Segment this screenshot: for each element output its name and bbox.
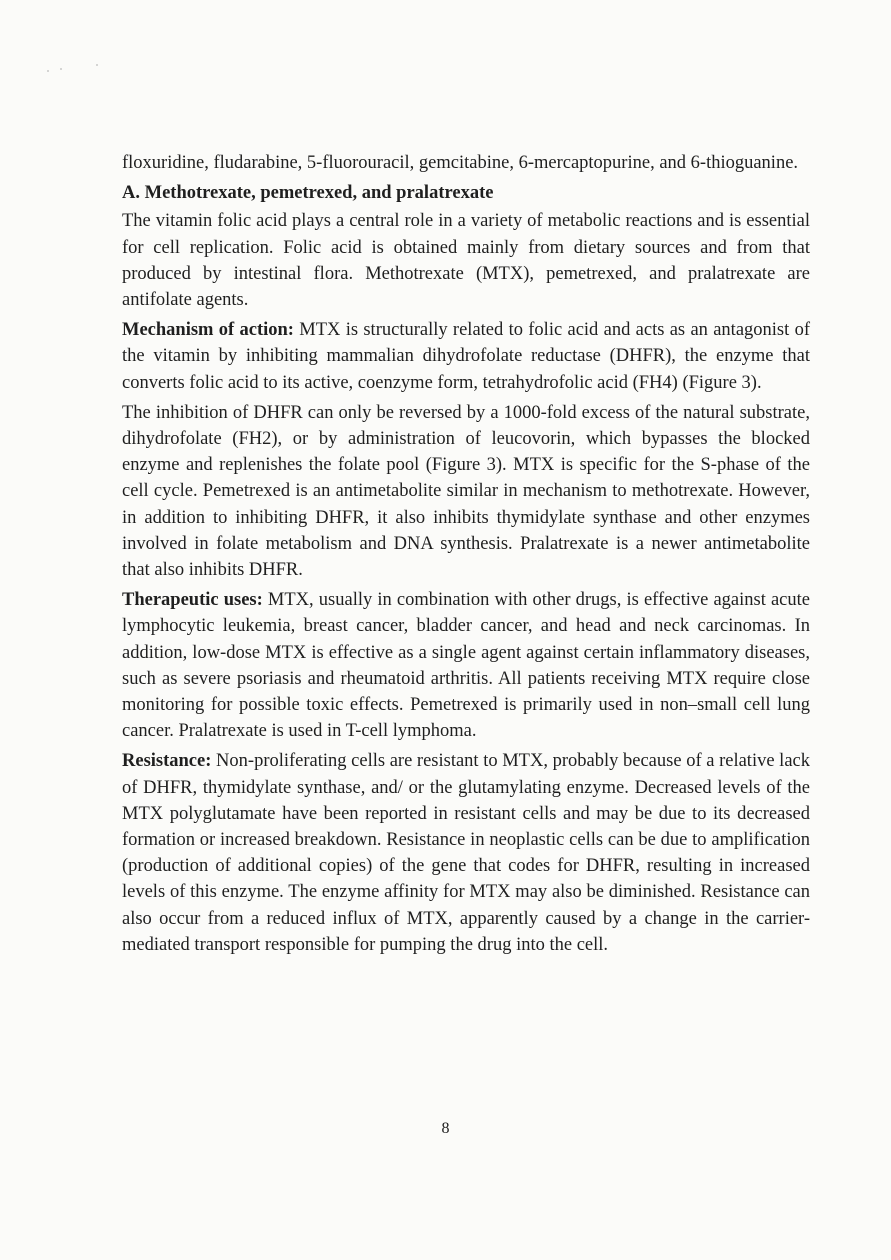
- scan-speck: [96, 64, 98, 66]
- therapeutic-paragraph: [122, 587, 810, 744]
- page-body: [122, 150, 810, 962]
- therapeutic-text: MTX, usually in combination with other drugs, is effective against acute lymphocytic leukemia, breast cancer, bladder cancer, and head and neck carcinomas. In addition, low-dose MTX is effective as a single agent against certain inflammatory diseases, such as severe psoriasis and rheumatoid arthritis. All patients receiving MTX require close monitoring for possible toxic effects. Pemetrexed is primarily used in non–small cell lung cancer. Pralatrexate is used in T-cell lymphoma.: [122, 590, 810, 742]
- resistance-label: Resistance:: [122, 751, 212, 772]
- inhibition-paragraph: The inhibition of DHFR can only be reversed by a 1000-fold excess of the natural substrate, dihydrofolate (FH2), or by administration of leucovorin, which bypasses the blocked enzyme and replenishes the folate pool (Figure 3). MTX is specific for the S-phase of the cell cycle. Pemetrexed is an antimetabolite similar in mechanism to methotrexate. However, in addition to inhibiting DHFR, it also inhibits thymidylate synthase and other enzymes involved in folate metabolism and DNA synthesis. Pralatrexate is a newer antimetabolite that also inhibits DHFR.: [122, 402, 810, 581]
- mechanism-label: Mechanism of action:: [122, 320, 294, 341]
- therapeutic-label: Therapeutic uses:: [122, 590, 263, 611]
- mechanism-paragraph: [122, 317, 810, 396]
- scan-speck: [60, 68, 62, 70]
- scan-speck: [47, 70, 49, 72]
- resistance-text: Non-proliferating cells are resistant to MTX, probably because of a relative lack of DHFR, thymidylate synthase, and/ or the glutamylating enzyme. Decreased levels of the MTX polyglutamate have been reported in resistant cells and may be due to its decreased formation or increased breakdown. Resistance in neoplastic cells can be due to amplification (production of additional copies) of the gene that codes for DHFR, resulting in increased levels of this enzyme. The enzyme affinity for MTX may also be diminished. Resistance can also occur from a reduced influx of MTX, apparently caused by a change in the carrier-mediated transport responsible for pumping the drug into the cell.: [122, 751, 810, 955]
- folic-acid-paragraph: The vitamin folic acid plays a central role in a variety of metabolic reactions and is essential for cell replication. Folic acid is obtained mainly from dietary sources and from that produced by intestinal flora. Methotrexate (MTX), pemetrexed, and pralatrexate are antifolate agents.: [122, 211, 810, 311]
- intro-paragraph: floxuridine, fludarabine, 5-fluorouracil, gemcitabine, 6-mercaptopurine, and 6-thioguanine.: [122, 153, 799, 173]
- mechanism-text: MTX is structurally related to folic acid and acts as an antagonist of the vitamin by inhibiting mammalian dihydrofolate reductase (DHFR), the enzyme that converts folic acid to its active, coenzyme form, tetrahydrofolic acid (FH4) (Figure 3).: [122, 320, 810, 393]
- page-number: 8: [441, 1120, 450, 1137]
- section-heading: A. Methotrexate, pemetrexed, and pralatrexate: [122, 183, 494, 204]
- resistance-paragraph: [122, 748, 810, 958]
